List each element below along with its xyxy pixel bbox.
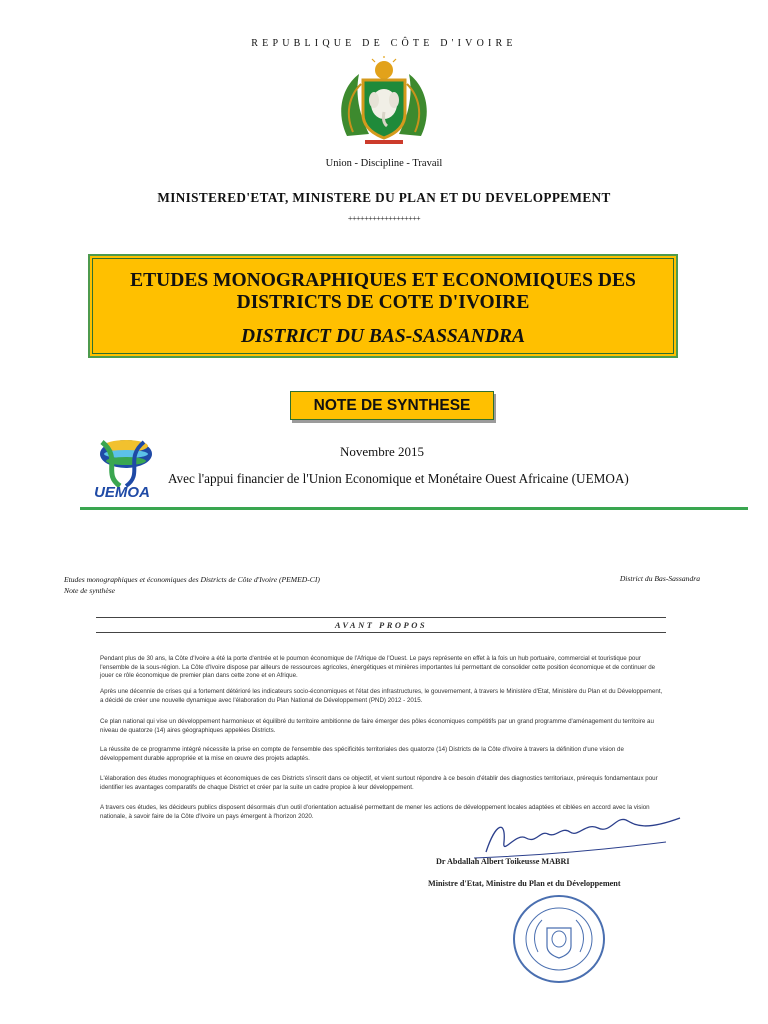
signer-title: Ministre d'Etat, Ministre du Plan et du Développement xyxy=(428,879,621,888)
paragraph: La réussite de ce programme intégré nécessite la prise en compte de l'ensemble des spécificités territoriales des quatorze (14) Districts de la Côte d'Ivoire à travers la définition d'une vision de développement durable appropriée et la mise en œuvre des projets adaptés. xyxy=(100,746,624,762)
paragraph: Après une décennie de crises qui a fortement détérioré les indicateurs socio-économiques et l'état des infrastructures, le gouvernement, à travers le Ministère d'Etat, Ministère du Plan et du Développement, a décidé de créer une nouvelle dynamique avec l'élaboration du Plan National de Développement (PND) 2012 - 2015. xyxy=(100,688,663,704)
page-header-right: District du Bas-Sassandra xyxy=(619,574,700,583)
paragraph: L'élaboration des études monographiques et économiques de ces Districts s'inscrit dans ce objectif, et vient surtout répondre à ce besoin d'établir des diagnostics territoriaux, prérequis fondamentaux pour identifier les avantages comparatifs de chaque District et créer par la suite un cadre propice à leur développement. xyxy=(100,775,658,791)
divider xyxy=(96,617,666,618)
signer-name: Dr Abdallah Albert Toikeusse MABRI xyxy=(436,857,570,866)
divider xyxy=(96,632,666,633)
study-title: ETUDES MONOGRAPHIQUES ET ECONOMIQUES DES DISTRICTS DE COTE D'IVOIRE xyxy=(130,270,636,313)
page-header-left xyxy=(64,574,320,596)
page-header-subtitle: Note de synthèse xyxy=(64,586,116,595)
coat-of-arms-icon xyxy=(325,56,443,148)
republic-heading: REPUBLIQUE DE CÔTE D'IVOIRE xyxy=(251,38,517,49)
avant-propos-scan xyxy=(96,614,670,1024)
uemoa-logo-text: UEMOA xyxy=(94,484,150,501)
paragraph: Pendant plus de 30 ans, la Côte d'Ivoire a été la porte d'entrée et le poumon économique de l'Afrique de l'Ouest. Le pays représente en effet à la fois un hub portuaire, commercial et touristique pour l'ensemble de la sous-région. La Côte d'Ivoire dispose par ailleurs de ressources agricoles, énergétiques et minières importantes lui permettant de consolider cette position économique et de continuer de jouer ce rôle économique de premier plan dans cette zone et en Afrique. xyxy=(100,655,656,680)
paragraph: Ce plan national qui vise un développement harmonieux et équilibré du territoire ambitionne de faire émerger des pôles économiques compétitifs par un grand programme d'aménagement du territoire au niveau de quatorze (14) aires géographiques appelées Districts. xyxy=(100,718,654,734)
official-stamp-icon xyxy=(510,892,608,986)
publication-date: Novembre 2015 xyxy=(339,444,425,459)
title-box xyxy=(88,254,678,358)
paragraph: A travers ces études, les décideurs publics disposent désormais d'un outil d'orientation actualisé permettant de mener les actions de développement locales adaptées et ciblées en accord avec la vision nationale, à savoir faire de la Côte d'Ivoire un pays émergent à l'horizon 2020. xyxy=(100,804,650,820)
national-motto: Union - Discipline - Travail xyxy=(325,158,443,169)
note-de-synthese-label: NOTE DE SYNTHESE xyxy=(290,391,494,420)
section-title: AVANT PROPOS xyxy=(334,620,428,630)
separator-line: ++++++++++++++++++ xyxy=(347,214,421,223)
page-header-title: Etudes monographiques et économiques des Districts de Côte d'Ivoire (PEMED-CI) xyxy=(64,575,320,584)
divider xyxy=(80,507,748,510)
district-title: DISTRICT DU BAS-SASSANDRA xyxy=(241,326,525,347)
ministry-heading: MINISTERED'ETAT, MINISTERE DU PLAN ET DU DEVELOPPEMENT xyxy=(157,190,611,205)
funding-statement: Avec l'appui financier de l'Union Economique et Monétaire Ouest Africaine (UEMOA) xyxy=(168,471,629,486)
